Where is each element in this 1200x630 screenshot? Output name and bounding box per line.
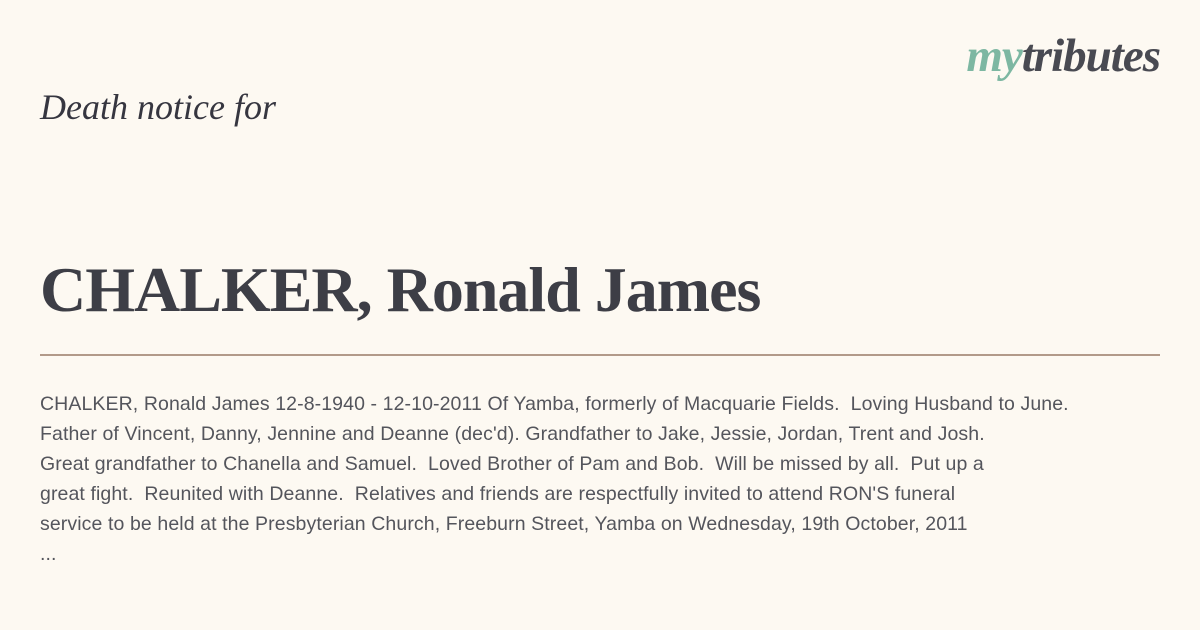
notice-line: ... (40, 543, 57, 565)
notice-line: great fight. Reunited with Deanne. Relatives and friends are respectfully invited to attend RON'S funeral (40, 483, 956, 505)
notice-body (40, 389, 1160, 569)
mytributes-logo[interactable] (966, 28, 1160, 84)
logo-prefix: my (966, 30, 1022, 82)
notice-line: CHALKER, Ronald James 12-8-1940 - 12-10-2011 Of Yamba, formerly of Macquarie Fields. Loving Husband to June. (40, 393, 1069, 415)
deceased-name-title: CHALKER, Ronald James (40, 253, 761, 325)
death-notice-label: Death notice for (40, 87, 276, 127)
logo-suffix: tributes (1021, 30, 1160, 82)
notice-line: Father of Vincent, Danny, Jennine and Deanne (dec'd). Grandfather to Jake, Jessie, Jordan, Trent and Josh. (40, 423, 985, 445)
divider-line (40, 354, 1160, 356)
notice-line: Great grandfather to Chanella and Samuel. Loved Brother of Pam and Bob. Will be missed by all. Put up a (40, 453, 984, 475)
notice-line: service to be held at the Presbyterian Church, Freeburn Street, Yamba on Wednesday, 19th October, 2011 (40, 513, 968, 535)
